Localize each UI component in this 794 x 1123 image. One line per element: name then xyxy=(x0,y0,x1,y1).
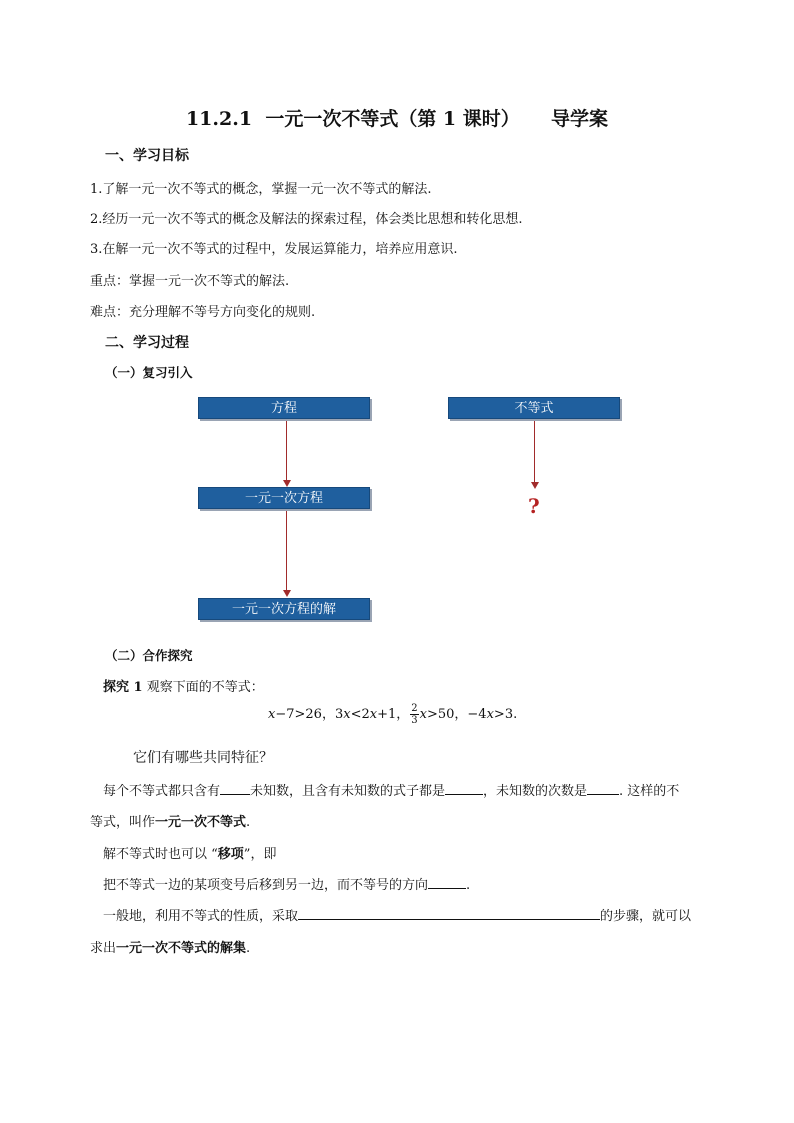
fill-line-1-text-c: ，未知数的次数是 xyxy=(483,784,588,799)
diagram-arrow-line-3 xyxy=(534,421,535,483)
term-solution-set: 一元一次不等式的解集 xyxy=(116,941,247,956)
fraction-two-thirds: $\frac{2}{3}$ xyxy=(411,703,418,726)
explore1-intro xyxy=(103,676,264,695)
general-line2-text-a: 求出 xyxy=(90,941,117,956)
diagram-arrow-line-1 xyxy=(286,421,287,481)
difficulty-point: 难点：充分理解不等号方向变化的规则. xyxy=(90,305,316,320)
diagram-box-linear-equation-solution: 一元一次方程的解 xyxy=(198,598,370,620)
title-main: 一元一次不等式（第 1 课时） xyxy=(265,108,520,130)
diagram-box-inequality: 不等式 xyxy=(448,397,620,419)
diagram-arrowhead-1 xyxy=(283,480,291,487)
shift-text-a: 解不等式时也可以 “ xyxy=(103,847,218,862)
fill-line-2-text-c: . xyxy=(246,815,251,830)
explore1-label: 探究 1 xyxy=(103,680,143,695)
fill-line-1-text-b: 未知数，且含有未知数的式子都是 xyxy=(250,784,446,799)
title-suffix: 导学案 xyxy=(551,108,609,130)
general-line2-text-c: . xyxy=(246,941,251,956)
inequalities-formula: x−7>26，3x<2x+1， $\frac{2}{3}$ x>50，−4x>3. xyxy=(268,703,518,726)
key-point: 重点：掌握一元一次不等式的解法. xyxy=(90,274,290,289)
section-heading-goals: 一、学习目标 xyxy=(105,148,189,164)
fill-line-1-text-a: 每个不等式都只含有 xyxy=(103,784,221,799)
goal-item-2: 2.经历一元一次不等式的概念及解法的探索过程，体会类比思想和转化思想. xyxy=(90,212,523,227)
shift-text-c: ”，即 xyxy=(243,847,277,862)
term-move-term: 移项 xyxy=(217,847,244,862)
blank-4[interactable] xyxy=(428,875,466,889)
subheading-explore: （二）合作探究 xyxy=(105,648,193,663)
fill-line-1-text-d: . 这样的不 xyxy=(619,784,680,799)
title-number: 11.2.1 xyxy=(185,108,253,130)
blank-1[interactable] xyxy=(220,781,250,795)
general-text-a: 一般地，利用不等式的性质，采取 xyxy=(103,909,299,924)
page-title xyxy=(0,104,794,131)
diagram-box-equation: 方程 xyxy=(198,397,370,419)
shift-line-text-a: 把不等式一边的某项变号后移到另一边，而不等号的方向 xyxy=(103,878,429,893)
shift-intro xyxy=(103,843,276,862)
general-text-b: 的步骤，就可以 xyxy=(600,909,692,924)
fill-line-2-text-a: 等式，叫作 xyxy=(90,815,156,830)
general-line-1 xyxy=(103,905,691,924)
subheading-review: （一）复习引入 xyxy=(105,365,193,380)
section-heading-process: 二、学习过程 xyxy=(105,335,189,351)
diagram-question-mark: ? xyxy=(528,494,540,518)
diagram-arrow-line-2 xyxy=(286,511,287,591)
shift-line-text-b: . xyxy=(466,878,471,893)
diagram-arrowhead-2 xyxy=(283,590,291,597)
general-line-2 xyxy=(90,937,250,956)
explore1-question: 它们有哪些共同特征？ xyxy=(133,750,273,766)
fill-line-1 xyxy=(103,780,679,799)
blank-5[interactable] xyxy=(298,906,600,920)
diagram-arrowhead-3 xyxy=(531,482,539,489)
explore1-text: 观察下面的不等式： xyxy=(146,680,264,695)
term-linear-inequality: 一元一次不等式 xyxy=(155,815,247,830)
goal-item-1: 1.了解一元一次不等式的概念，掌握一元一次不等式的解法. xyxy=(90,182,432,197)
diagram-box-linear-equation: 一元一次方程 xyxy=(198,487,370,509)
blank-2[interactable] xyxy=(445,781,483,795)
blank-3[interactable] xyxy=(587,781,619,795)
shift-line xyxy=(103,874,470,893)
goal-item-3: 3.在解一元一次不等式的过程中，发展运算能力，培养应用意识. xyxy=(90,242,458,257)
fill-line-2 xyxy=(90,811,250,830)
